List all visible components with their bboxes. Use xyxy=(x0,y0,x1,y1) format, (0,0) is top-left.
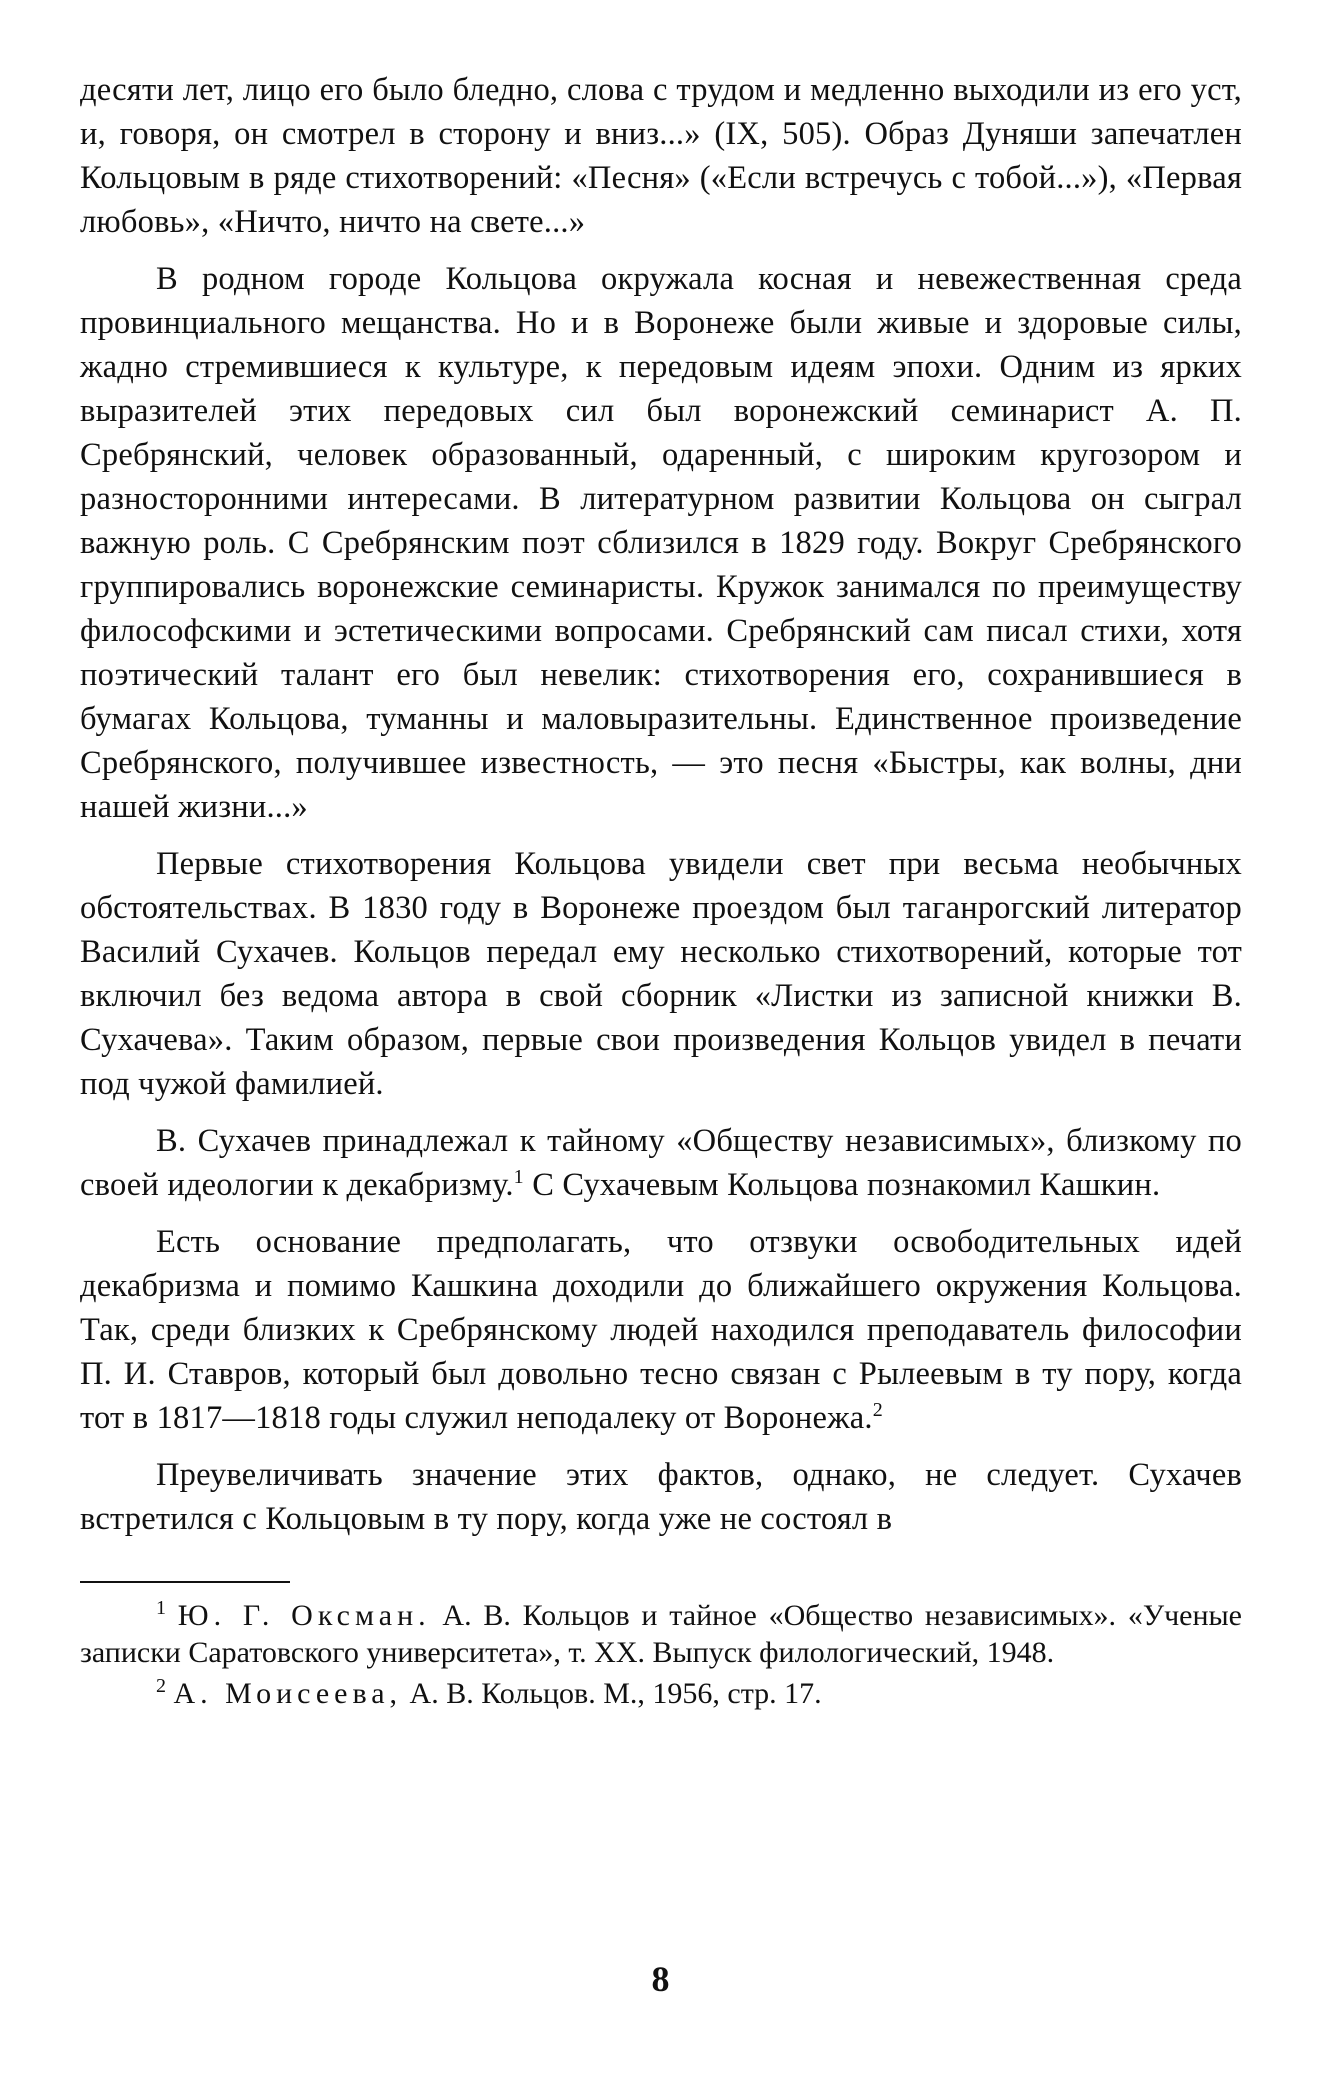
paragraph-4-text: В. Сухачев принадлежал к тайному «Обществу независимых», близкому по своей идеологии к декабризму. xyxy=(80,1123,1242,1203)
footnote-divider xyxy=(80,1581,290,1583)
paragraph-5-text: Есть основание предполагать, что отзвуки освободительных идей декабризма и помимо Кашкина доходили до ближайшего окружения Кольцова. Так, среди близких к Сребрянскому людей находился преподаватель философии П. И. Ставров, который был довольно тесно связан с Рылеевым в ту пору, когда тот в 1817—1818 годы служил неподалеку от Воронежа. xyxy=(80,1224,1242,1436)
footnote-2-mark: 2 xyxy=(156,1675,166,1697)
paragraph-6-text: Преувеличивать значение этих фактов, однако, не следует. Сухачев встретился с Кольцовым в ту пору, когда уже не состоял в xyxy=(80,1457,1242,1537)
paragraph-1-text: десяти лет, лицо его было бледно, слова с трудом и медленно выходили из его уст, и, говоря, он смотрел в сторону и вниз...» (IX, 505). Образ Дуняши запечатлен Кольцовым в ряде стихотворений: «Песня» («Если встречусь с тобой...»), «Первая любовь», «Ничто, ничто на свете...» xyxy=(80,72,1242,240)
footnote-ref-2[interactable]: 2 xyxy=(872,1399,883,1422)
footnote-1-text: А. В. Кольцов и тайное «Общество независимых». «Ученые записки Саратовского университета», т. XX. Выпуск филологический, 1948. xyxy=(80,1599,1242,1669)
paragraph-6 xyxy=(80,1453,1242,1541)
footnote-2-author: А. Моисеева, xyxy=(173,1677,403,1710)
paragraph-2-text: В родном городе Кольцова окружала косная и невежественная среда провинциального мещанства. Но и в Воронеже были живые и здоровые силы, жадно стремившиеся к культуре, к передовым идеям эпохи. Одним из ярких выразителей этих передовых сил был воронежский семинарист А. П. Сребрянский, человек образованный, одаренный, с широким кругозором и разносторонними интересами. В литературном развитии Кольцова он сыграл важную роль. С Сребрянским поэт сблизился в 1829 году. Вокруг Сребрянского группировались воронежские семинаристы. Кружок занимался по преимуществу философскими и эстетическими вопросами. Сребрянский сам писал стихи, хотя поэтический талант его был невелик: стихотворения его, сохранившиеся в бумагах Кольцова, туманны и маловыразительны. Единственное произведение Сребрянского, получившее известность, — это песня «Быстры, как волны, дни нашей жизни...» xyxy=(80,261,1242,825)
footnote-1-author: Ю. Г. Оксман. xyxy=(177,1599,431,1632)
page-body xyxy=(80,68,1242,1716)
footnote-ref-1[interactable]: 1 xyxy=(513,1166,524,1189)
footnote-2-text: А. В. Кольцов. М., 1956, стр. 17. xyxy=(402,1677,822,1710)
footnote-1 xyxy=(80,1597,1242,1671)
footnote-1-mark: 1 xyxy=(156,1597,166,1619)
page-number: 8 xyxy=(651,1959,670,1999)
paragraph-4-tail: С Сухачевым Кольцова познакомил Кашкин. xyxy=(523,1167,1161,1203)
paragraph-1 xyxy=(80,68,1242,244)
paragraph-5 xyxy=(80,1220,1242,1440)
footnote-2 xyxy=(80,1675,1242,1712)
paragraph-4 xyxy=(80,1119,1242,1207)
paragraph-3 xyxy=(80,842,1242,1106)
paragraph-2 xyxy=(80,257,1242,829)
paragraph-3-text: Первые стихотворения Кольцова увидели свет при весьма необычных обстоятельствах. В 1830 году в Воронеже проездом был таганрогский литератор Василий Сухачев. Кольцов передал ему несколько стихотворений, которые тот включил без ведома автора в свой сборник «Листки из записной книжки В. Сухачева». Таким образом, первые свои произведения Кольцов увидел в печати под чужой фамилией. xyxy=(80,846,1242,1102)
